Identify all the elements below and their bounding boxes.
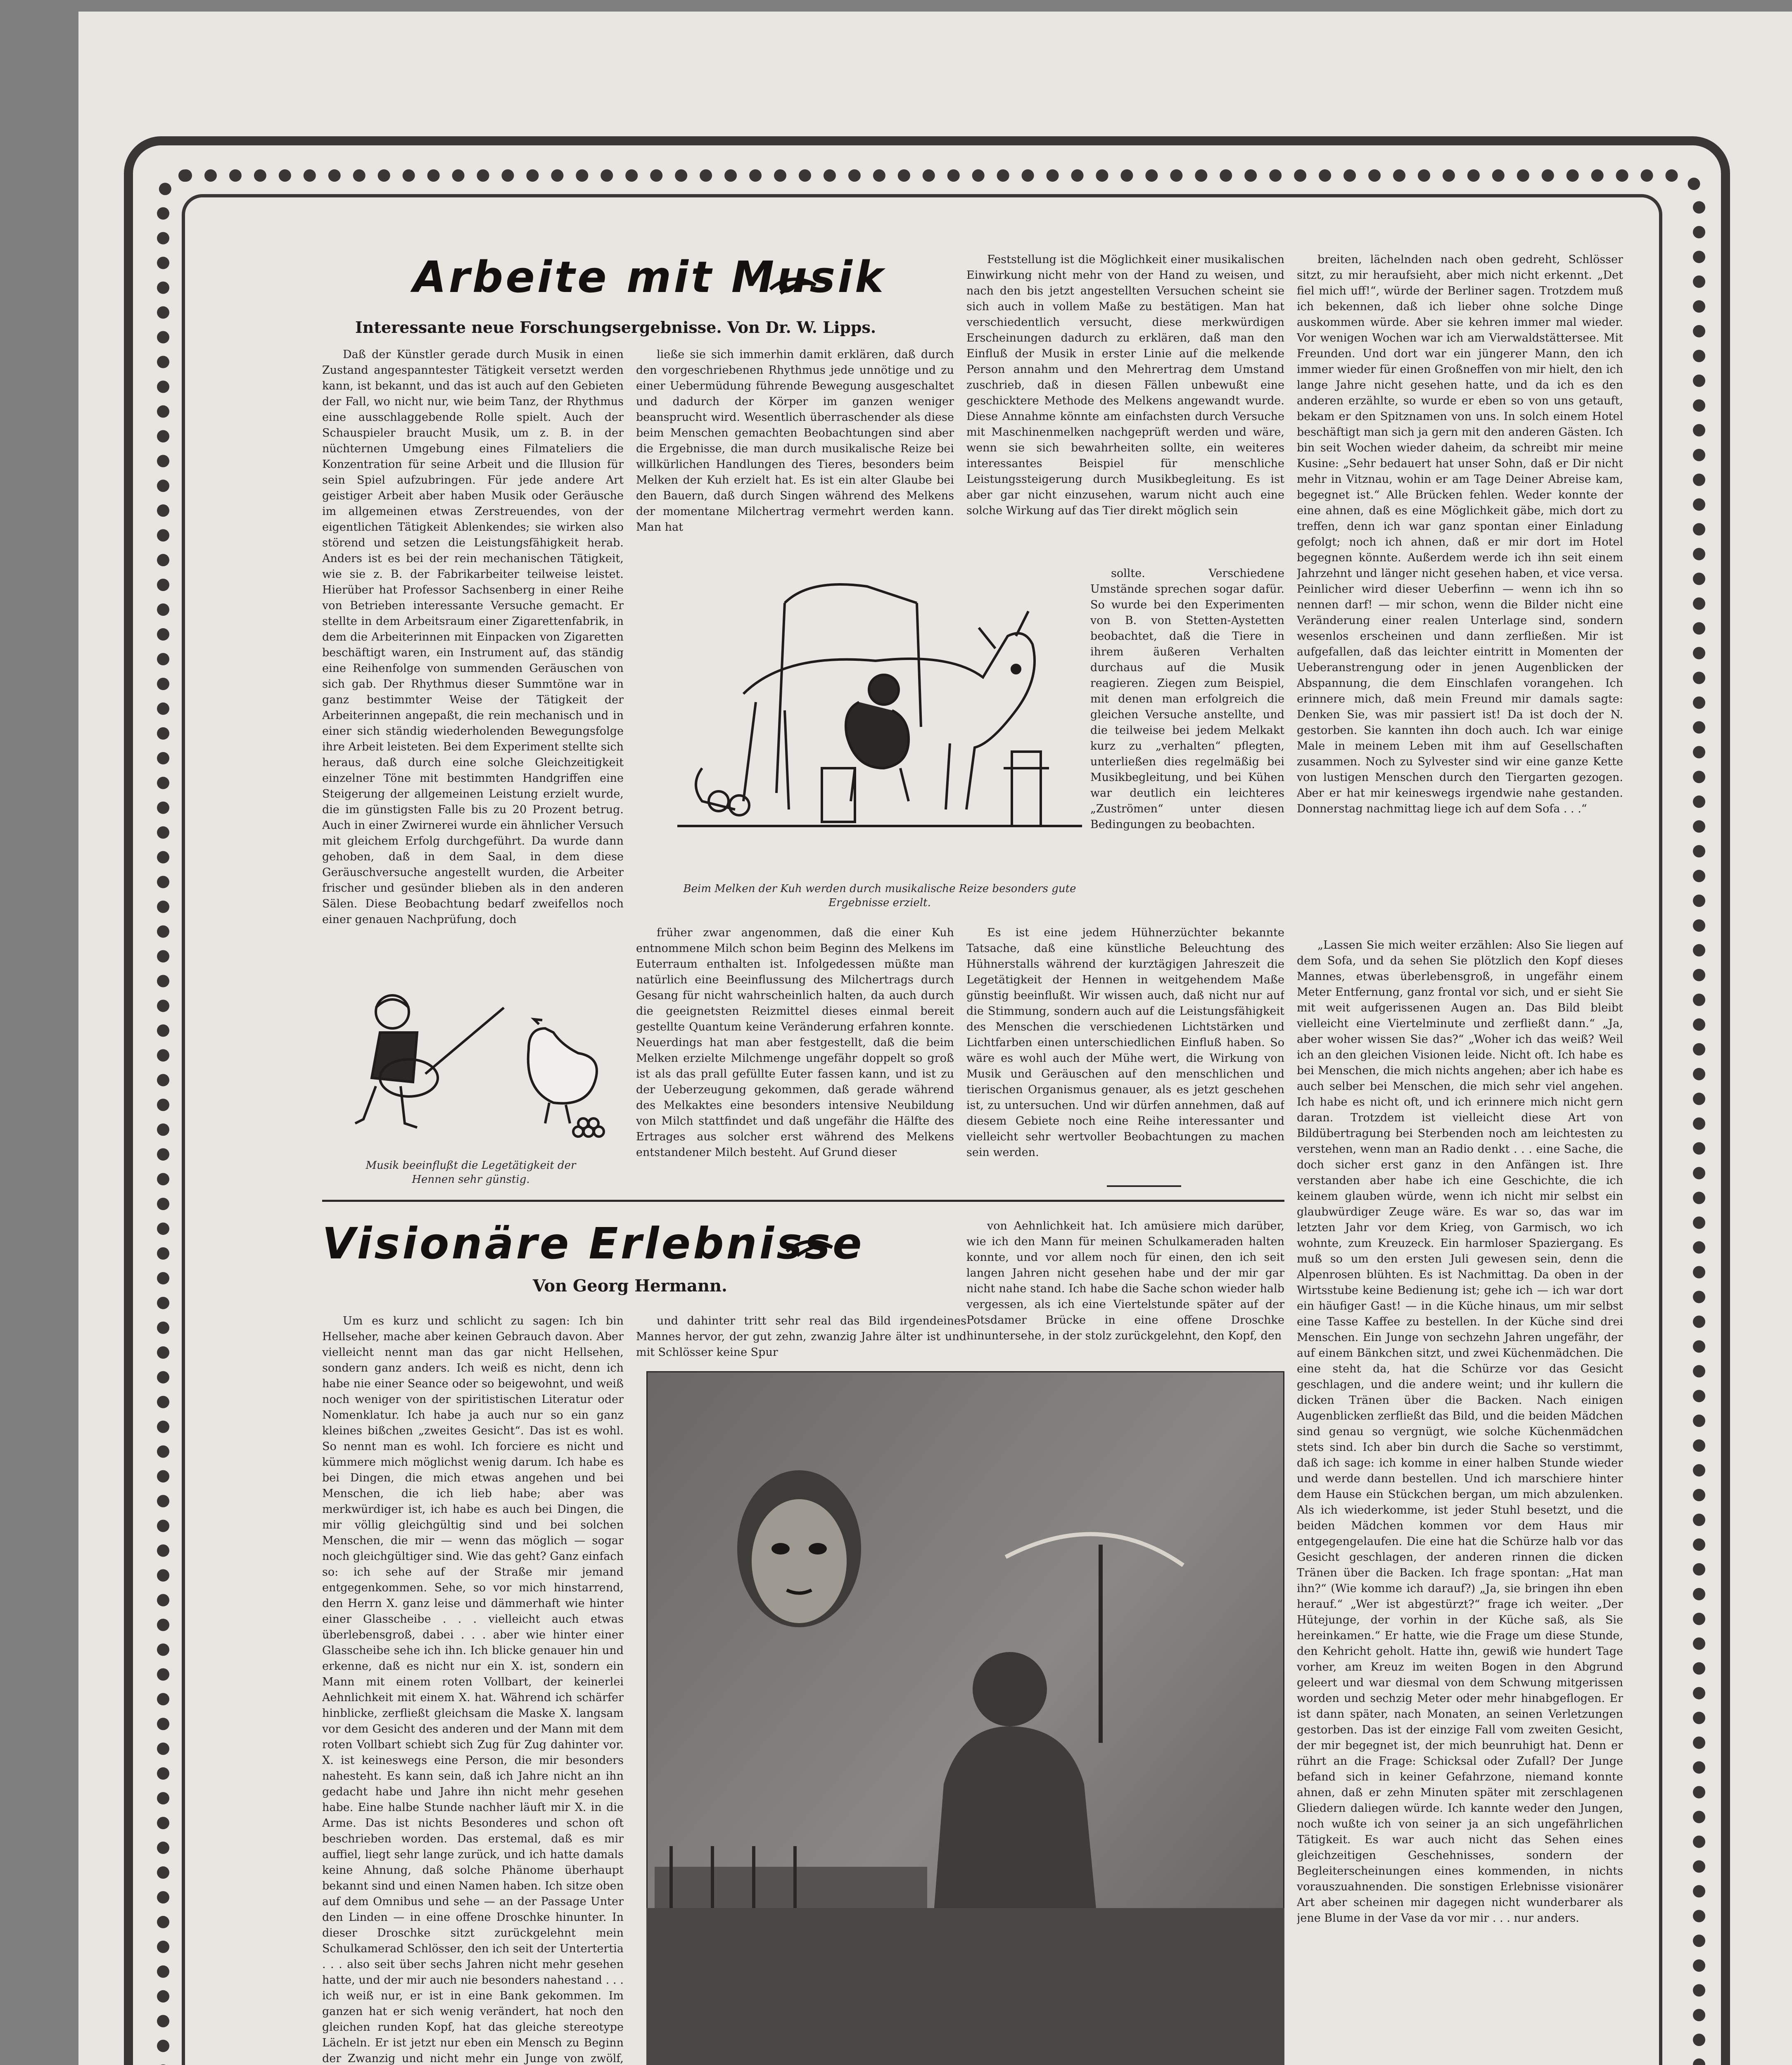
cow-caption: Beim Melken der Kuh werden durch musikalische Reize besonders gute Ergebnisse erzielt. bbox=[683, 883, 1076, 909]
article2-column-2 bbox=[636, 1313, 966, 1363]
article1-col3c-text: Es ist eine jedem Hühnerzüchter bekannte Tatsache, daß eine künstliche Beleuchtung des Hühnerstalls während der kurztägigen Jahreszeit die Legetätigkeit der Hennen in weitgehendem Maße günstig beeinflußt. Wir wissen auch, daß nicht nur auf die Stimmung, sondern auch auf die Leistungsfähigkeit des Menschen die verschiedenen Lichtstärken und Lichtfarben einen unterschiedlichen Einfluß haben. So wäre es wohl auch der Mühe wert, die Wirkung von Musik und Geräuschen auf den menschlichen und tierischen Organismus genauer, als es jetzt geschehen ist, zu untersuchen. Und wir dürfen annehmen, daß auf diesem Gebiete noch eine Reihe interessanter und vielleicht sehr wertvoller Beobachtungen zu machen sein werden. bbox=[966, 926, 1284, 1159]
article2-byline: Von Georg Hermann. bbox=[533, 1276, 727, 1296]
article1-column-3a bbox=[966, 252, 1284, 566]
article2-col1-text: Um es kurz und schlicht zu sagen: Ich bin Hellseher, mache aber keinen Gebrauch davon. Aber vielleicht nennt man das gar nicht Hellsehen, sondern ganz anders. Ich weiß es nicht, denn ich habe nie einer Seance oder so beigewohnt, und weiß noch weniger von der spiritistischen Literatur oder Nomenklatur. Ich habe ja auch nur so ein ganz kleines bißchen „zweites Gesicht“. Das ist es wohl. So nennt man es wohl. Ich forciere es nicht und kümmere mich möglichst wenig darum. Ich habe es bei Dingen, die mich etwas angehen und bei Menschen, die ich lieb habe; aber was merkwürdiger ist, ich habe es auch bei Dingen, die mir völlig gleichgültig sind und bei solchen Menschen, die mir — wenn das möglich — sogar noch gleichgültiger sind. Wie das geht? Ganz einfach so: ich sehe auf der Straße mir jemand entgegenkommen. Sehe, so vor mich hinstarrend, den Herrn X. ganz leise und dämmerhaft wie hinter einer Glasscheibe . . . vielleicht auch etwas überlebensgroß, dabei . . . aber wie hinter einer Glasscheibe sehe ich ihn. Ich blicke genauer hin und erkenne, daß es nicht nur ein X. ist, sondern ein Mann mit einem roten Vollbart, der keinerlei Aehnlichkeit mit einem X. hat. Während ich schärfer hinblicke, zerfließt gleichsam die Maske X. langsam vor dem Gesicht des anderen und der Mann mit dem roten Vollbart schiebt sich Zug für Zug dahinter vor. X. ist keineswegs eine Person, die mir besonders nahesteht. Es kann sein, daß ich Jahre nicht an ihn gedacht habe und Jahre ihn nicht mehr gesehen habe. Eine halbe Stunde nachher läuft mir X. in die Arme. Das ist nichts Besonderes und schon oft beschrieben worden. Das erstemal, daß es mir auffiel, liegt sehr lange zurück, und ich hatte damals keine Ahnung, daß solche Phänome überhaupt bekannt sind und einen Namen haben. Ich sitze oben auf dem Omnibus und sehe — an der Passage Unter den Linden — in eine offene Droschke hinunter. In dieser Droschke sitzt zurückgelehnt mein Schulkamerad Schlösser, den ich seit der Untertertia . . . also seit über sechs Jahren nicht mehr gesehen hatte, und der mir auch nie besonders nahestand . . . ich weiß nur, er ist in eine Bank gekommen. Im ganzen hat er sich wenig verändert, hat noch den gleichen runden Kopf, hat das gleiche stereotype Lächeln. Er ist jetzt nur eben ein Mensch zu Beginn der Zwanzig und nicht mehr ein Junge von zwölf, bbox=[322, 1315, 624, 2065]
article1-col2b-text: früher zwar angenommen, daß die einer Kuh entnommene Milch schon beim Beginn des Melkens im Euterraum enthalten ist. Infolgedessen müßte man natürlich eine Beeinflussung des Milchertrags durch Gesang für nicht wahrscheinlich halten, da auch durch die geeignetsten Reizmittel dieses einmal bereit gestellte Quantum keine Veränderung erfahren konnte. Neuerdings hat man aber festgestellt, daß die beim Melken erzielte Milchmenge ungefähr doppelt so groß ist als das prall gefüllte Euter fassen kann, und ist zu der Ueberzeugung gekommen, daß gerade während des Melkaktes eine besonders intensive Neubildung von Milch stattfindet und daß ungefähr die Hälfte des Ertrages aus solcher erst während des Melkens entstandener Milch besteht. Auf Grund dieser bbox=[636, 926, 954, 1159]
hen-caption: Musik beeinflußt die Legetätigkeit der Hennen sehr günstig. bbox=[366, 1159, 576, 1186]
article1-col1-text: Daß der Künstler gerade durch Musik in einen Zustand angespanntester Tätigkeit versetzt werden kann, ist bekannt, und das ist auch auf den Gebieten der Fall, wo nicht nur, wie beim Tanz, der Rhythmus eine ausschlaggebende Rolle spielt. Auch der Schauspieler braucht Musik, um z. B. in der nüchternen Umgebung eines Filmateliers die Konzentration für seine Arbeit und die Illusion für sein Spiel aufzubringen. Für jede andere Art geistiger Arbeit aber haben Musik oder Geräusche im allgemeinen etwas Zerstreuendes, von der eigentlichen Tätigkeit Ablenkendes; sie wirken also störend und setzen die Leistungsfähigkeit herab. Anders ist es bei der rein mechanischen Tätigkeit, wie sie z. B. der Fabrikarbeiter teilweise leistet. Hierüber hat Professor Sachsenberg in einer Reihe von Betrieben interessante Versuche gemacht. Er stellte in dem Arbeitsraum einer Zigarettenfabrik, in dem die Arbeiterinnen mit Einpacken von Zigaretten beschäftigt waren, ein Instrument auf, das ständig eine Reihenfolge von summenden Geräuschen von sich gab. Der Rhythmus dieser Summtöne war in ganz bestimmter Weise der Tätigkeit der Arbeiterinnen angepaßt, die rein mechanisch und in einer sich ständig wiederholenden Bewegungsfolge ihre Arbeit leisteten. Bei dem Experiment stellte sich heraus, daß durch eine solche Gleichzeitigkeit einzelner Töne mit bestimmten Handgriffen eine Steigerung der allgemeinen Leistung erzielt wurde, die im günstigsten Falle bis zu 20 Prozent betrug. Auch in einer Zwirnerei wurde ein ähnlicher Versuch mit gleichem Erfolg durchgeführt. Da wurde dann gehoben, daß in dem Saal, in dem diese Geräuschversuche angestellt wurden, die Arbeiter frischer und gesünder blieben als in den anderen Sälen. Diese Beobachtung bedarf zweifellos noch einer genauen Nachprüfung, doch bbox=[322, 348, 624, 926]
article1-col3a-text: Feststellung ist die Möglichkeit einer musikalischen Einwirkung nicht mehr von der Hand zu weisen, und nach den bis jetzt angestellten Versuchen scheint sie sich auch in vollem Maße zu bestätigen. Man hat verschiedentlich versucht, diese merkwürdigen Erscheinungen dadurch zu erklären, daß man den Einfluß der Musik in erster Linie auf die melkende Person annahm und den Mehrertrag dem Umstand zuschrieb, daß in diesen Fällen unbewußt eine geschicktere Methode des Melkens angewandt wurde. Diese Annahme könnte am einfachsten durch Versuche mit Maschinenmelken nachgeprüft werden und wäre, wenn sie sich bewahrheiten sollte, ein weiteres interessantes Beispiel für menschliche Leistungssteigerung durch Musikbegleitung. Es ist aber gar nicht einzusehen, warum nicht auch eine solche Wirkung auf das Tier direkt möglich sein bbox=[966, 253, 1284, 517]
article2-title: Visionäre Erlebnisse bbox=[322, 1218, 864, 1269]
article2-column-1 bbox=[322, 1313, 624, 2065]
article-separator bbox=[322, 1200, 1284, 1202]
ghost-head-photo bbox=[646, 1371, 1284, 2065]
article2-column-3 bbox=[966, 1218, 1284, 1363]
article1-column-3c bbox=[966, 925, 1284, 1181]
article1-title: Arbeite mit Musik bbox=[413, 252, 886, 302]
col4-text1: breiten, lächelnden nach oben gedreht, Schlösser sitzt, zu mir heraufsieht, aber mich nicht erkennt. „Det fiel mich uff!“, würde der Berliner sagen. Trotzdem muß ich bekennen, daß ich lieber ohne solche Dinge auskommen würde. Aber sie kehren immer mal wieder. Vor wenigen Wochen war ich am Vierwaldstättersee. Mit Freunden. Und dort war ein jüngerer Mann, den ich immer wieder für einen Großneffen von mir hielt, den ich lange Jahre nicht gesehen hatte, und da ich es den anderen erzählte, so wurde er eben so von uns getauft, bekam er den Spitznamen von uns. In solch einem Hotel beschäftigt man sich ja gern mit den anderen Gästen. Ich bin seit Wochen wieder daheim, da schreibt mir meine Kusine: „Sehr bedauert hat unser Sohn, daß er Dir nicht mehr in Vitznau, wohin er am Tage Deiner Abreise kam, begegnet ist.“ Alle Brücken fehlen. Weder konnte der eine ahnen, daß es eine Möglichkeit gäbe, mich dort zu treffen, denn ich war ganz spontan einer Einladung gefolgt; noch ich ahnen, daß er mir dort im Hotel begegnen könnte. Außerdem werde ich ihn seit einem Jahrzehnt und länger nicht gesehen haben, et vice versa. Peinlicher wird dieser Ueberfinn — wenn ich ihn so nennen darf! — mir schon, wenn die Bilder nicht eine Veränderung einer realen Unterlage sind, sondern wesenlos erscheinen und dann zerfließen. Mir ist aufgefallen, daß das leichter eintritt in Momenten der Ueberanstrengung oder in jenen Augenblicken der Abspannung, die dem Einschlafen vorangehen. Ich erinnere mich, daß mein Freund mir damals sagte: Denken Sie, was mir passiert ist! Da ist doch der N. gestorben. Sie kannten ihn doch auch. Ich war einige Male in meinem Leben mit ihm auf Gesellschaften zusammen. Noch zu Sylvester sind wir eine ganze Kette von lustigen Menschen durch den Tiergarten gezogen. Aber er hat mir keineswegs irgendwie nahe gestanden. Donnerstag nachmittag liege ich auf dem Sofa . . .“ bbox=[1297, 253, 1623, 815]
article2-col2-text: und dahinter tritt sehr real das Bild irgendeines Mannes hervor, der gut zehn, zwanzig Jahre älter ist und mit Schlösser keine Spur bbox=[636, 1315, 966, 1359]
article2-col3-text: von Aehnlichkeit hat. Ich amüsiere mich darüber, wie ich den Mann für meinen Schulkameraden halten konnte, und vor allem noch für einen, den ich seit langen Jahren nicht gesehen habe und der mir gar nicht nahe stand. Ich habe die Sache schon wieder halb vergessen, als ich eine Viertelstunde später auf der Potsdamer Brücke in eine offene Droschke hinuntersehe, in der stolz zurückgelehnt, den Kopf, den bbox=[966, 1220, 1284, 1342]
article1-col3b-text: sollte. Verschiedene Umstände sprechen sogar dafür. So wurde bei den Experimenten von B. von Stetten-Aystetten beobachtet, daß die Tiere in ihrem äußeren Verhalten durchaus auf die Musik reagieren. Ziegen zum Beispiel, mit denen man erfolgreich die gleichen Versuche anstellte, und die teilweise bei jedem Melkakt kurz zu „verhalten“ pflegten, unterließen dies regelmäßig bei Musikbegleitung, und bei Kühen war deutlich ein leichteres „Zuströmen“ unter diesen Bedingungen zu beobachten. bbox=[1090, 567, 1284, 831]
title-flourish bbox=[768, 273, 818, 297]
cow-milking-illustration bbox=[661, 553, 1099, 876]
title2-flourish bbox=[785, 1235, 834, 1260]
article1-column-2b bbox=[636, 925, 954, 1181]
col4-text2: „Lassen Sie mich weiter erzählen: Also Sie liegen auf dem Sofa, und da sehen Sie plötzlich den Kopf dieses Mannes, etwas überlebensgroß, in ungefähr einem Meter Entfernung, ganz frontal vor sich, und er sieht Sie mit weit aufgerissenen Augen an. Das Bild bleibt vielleicht eine Viertelminute und zerfließt dann.“ „Ja, aber woher wissen Sie das?“ „Woher ich das weiß? Weil ich an den gleichen Visionen leide. Nicht oft. Ich habe es bei Menschen, die mich nichts angehen; aber ich habe es auch selber bei Menschen, die mich sehr viel angehen. Ich habe es nicht oft, und ich erinnere mich nicht gern daran. Trotzdem ist vielleicht diese Art von Bildübertragung bei Sterbenden noch am leichtesten zu verstehen, wenn man an Radio denkt . . . eine Sache, die doch sicher erst ganz in den Anfängen ist. Ihre verstanden aber habe ich eine Geschichte, die ich keinem glauben würde, wenn ich nicht mir selbst ein glaubwürdiger Zeuge wäre. Es war so, das war im letzten Jahr vor dem Krieg, von Garmisch, wo ich wohnte, zum Kreuzeck. Ein harmloser Spaziergang. Es muß so um den ersten Juli gewesen sein, denn die Alpenrosen blühten. Es ist Nachmittag. Da oben in der Wirtsstube keine Bedienung ist; gehe ich — ich war dort ein häufiger Gast! — in die Küche hinaus, um mir selbst eine Tasse Kaffee zu bestellen. In der Küche sind drei Menschen. Ein Junge von sechzehn Jahren ungefähr, der auf einem Bänkchen sitzt, und zwei Küchenmädchen. Die eine steht da, hat die Schürze vor das Gesicht geschlagen, und die andere weint; und ihr kullern die dicken Tränen über die Backen. Nach einigen Augenblicken zerfließt das Bild, und die beiden Mädchen sind genau so vergnügt, wie solche Küchenmädchen stets sind. Ich aber bin durch die Sache so verstimmt, daß ich sage: ich komme in einer halben Stunde wieder und werde dann bestellen. Und ich marschiere hinter dem Hause ein Stückchen bergan, um mich abzulenken. Als ich wiederkomme, ist jeder Stuhl besetzt, und die beiden Mädchen kommen vor dem Haus mir entgegengelaufen. Die eine hat die Schürze halb vor das Gesicht geschlagen, der anderen rinnen die dicken Tränen über die Backen. Ich frage spontan: „Hat man ihn?“ (Wie komme ich darauf?) „Ja, sie bringen ihn eben herauf.“ „Wer ist abgestürzt?“ frage ich weiter. „Der Hütejunge, der vorhin in der Küche saß, als Sie hereinkamen.“ Er hatte, wie die Frage um diese Stunde, den Kehricht geholt. Hatte ihn, gewiß wie hundert Tage vorher, am Kreuz im weiten Bogen in den Abgrund geleert und war diesmal von dem Schwung mitgerissen worden und sechzig Meter oder mehr hinabgeflogen. Er ist dann später, nach Monaten, an seinen Verletzungen gestorben. Das ist der einzige Fall vom zweiten Gesicht, der mir begegnet ist, der mich beunruhigt hat. Denn er rührt an die Frage: Schicksal oder Zufall? Der Junge befand sich in keiner Gefahrzone, niemand konnte ahnen, daß er zehn Minuten später mit zerschlagenen Gliedern daliegen würde. Ich kannte weder den Jungen, noch wußte ich von seiner ja an sich ungefährlichen Tätigkeit. Es war auch nicht das Sehen eines gleichzeitigen Geschehnisses, sondern der Begleiterscheinungen eines kommenden, in nichts vorauszuahnenden. Die sonstigen Erlebnisse visionärer Art aber scheinen mir dagegen nicht wunderbarer als jene Blume in der Vase da vor mir . . . nur anders. bbox=[1297, 939, 1623, 1925]
column-4-top bbox=[1297, 252, 1623, 938]
column-4-bottom bbox=[1297, 938, 1623, 2065]
article1-column-1 bbox=[322, 347, 624, 962]
article1-end-rule bbox=[1107, 1185, 1181, 1187]
article1-column-2a bbox=[636, 347, 954, 545]
article1-subtitle: Interessante neue Forschungsergebnisse. Von Dr. W. Lipps. bbox=[355, 318, 876, 337]
hen-guitar-illustration bbox=[330, 983, 611, 1156]
article1-col2a-text: ließe sie sich immerhin damit erklären, daß durch den vorgeschriebenen Rhythmus jede unnötige und zu einer Uebermüdung führende Bewegung ausgeschaltet und dadurch der Körper im ganzen weniger beansprucht wird. Wesentlich überraschender als diese beim Menschen gemachten Beobachtungen sind aber die Ergebnisse, die man durch musikalische Reize bei willkürlichen Handlungen des Tieres, besonders beim Melken der Kuh erzielt hat. Es ist ein alter Glaube bei den Bauern, daß durch Singen während des Melkens der momentane Milchertrag vermehrt werden kann. Man hat bbox=[636, 348, 954, 534]
article1-column-3b bbox=[1090, 566, 1284, 925]
